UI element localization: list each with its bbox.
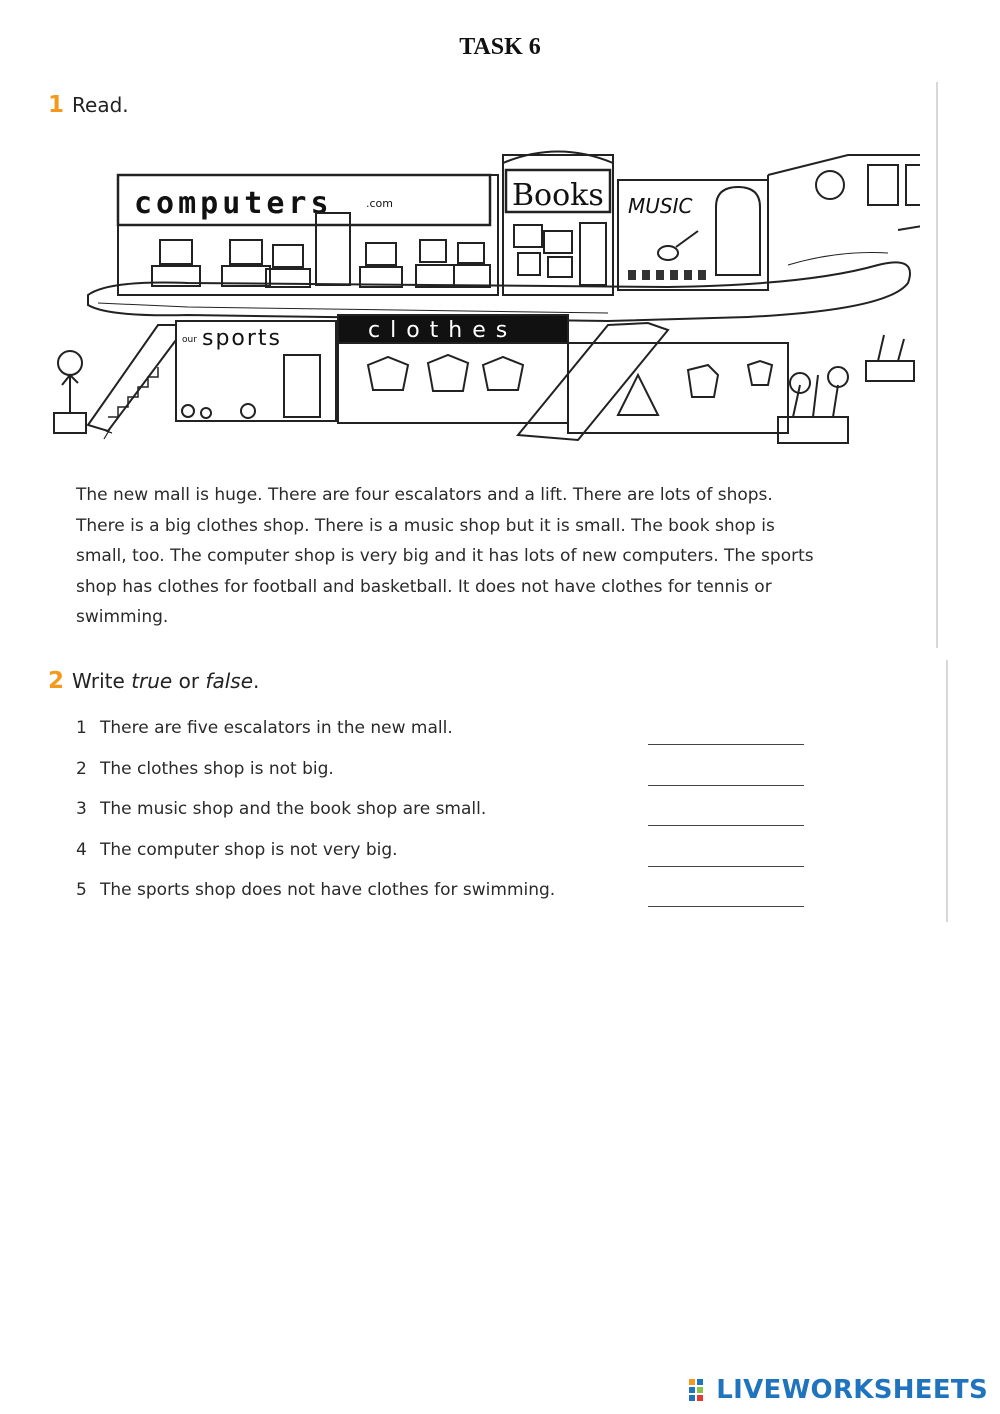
section-1-heading (48, 92, 129, 118)
question-number: 5 (76, 880, 87, 901)
question-text: The computer shop is not very big. (100, 839, 398, 860)
question-item (76, 874, 806, 915)
escalator-left (88, 325, 176, 431)
brand-footer[interactable] (688, 1374, 988, 1406)
book-shop-roof (503, 152, 613, 164)
answer-input-5[interactable] (648, 884, 804, 907)
question-item (76, 834, 806, 875)
mall-illustration (48, 135, 920, 455)
page-title: TASK 6 (459, 34, 541, 60)
question-number: 4 (76, 839, 87, 860)
sports-shop-door (284, 355, 320, 417)
true-false-list (76, 712, 806, 915)
reading-line: small, too. The computer shop is very big and it has lots of new computers. The sports (76, 546, 814, 566)
computer-shop-sign-suffix: .com (366, 197, 393, 210)
section-2-heading (48, 668, 259, 694)
question-text: The clothes shop is not big. (100, 758, 334, 779)
plate-icon (816, 171, 844, 199)
reading-line: swimming. (76, 607, 169, 627)
answer-input-2[interactable] (648, 763, 804, 786)
clothes-display (368, 355, 523, 391)
reading-passage (76, 480, 926, 633)
book-shop-sign-text: Books (512, 178, 604, 213)
music-shop-sign-text: MUSIC (628, 194, 693, 218)
computer-shop-sign-text: computers (134, 186, 333, 221)
reading-line: There is a big clothes shop. There is a music shop but it is small. The book shop is (76, 515, 775, 536)
sports-shop-sign-text: sports (202, 326, 283, 351)
clothes-shop-sign-text: clothes (368, 318, 518, 343)
question-text: The music shop and the book shop are small. (100, 799, 487, 820)
answer-input-4[interactable] (648, 844, 804, 867)
question-number: 1 (76, 718, 87, 738)
reading-line: The new mall is huge. There are four escalators and a lift. There are lots of shops. (76, 485, 773, 505)
guitar-neck (676, 231, 698, 247)
question-text: The sports shop does not have clothes for swimming. (100, 880, 556, 901)
book-shop-door (580, 223, 606, 285)
page-edge-line (946, 660, 948, 922)
section-1-number: 1 (48, 92, 65, 118)
brand-text: LIVEWORKSHEETS (716, 1375, 988, 1405)
computer-desks (152, 240, 490, 287)
section-2-label: Write true or false. (72, 669, 260, 693)
guitar-icon (658, 246, 678, 260)
liveworksheets-logo-icon (688, 1378, 712, 1402)
plant-left (54, 351, 86, 433)
section-2-number: 2 (48, 668, 65, 694)
question-text: There are five escalators in the new mall. (100, 718, 453, 738)
music-shop-door (716, 187, 760, 275)
question-item (76, 712, 806, 753)
question-item (76, 753, 806, 794)
question-number: 2 (76, 758, 87, 779)
sports-shop-sign-prefix: our (182, 335, 197, 345)
answer-input-3[interactable] (648, 803, 804, 826)
page-edge-line (936, 82, 938, 648)
question-number: 3 (76, 799, 87, 820)
boutique (568, 343, 788, 433)
answer-input-1[interactable] (648, 722, 804, 745)
section-1-label: Read. (72, 93, 129, 117)
question-item (76, 793, 806, 834)
plant-far-right (866, 335, 914, 381)
reading-line: shop has clothes for football and basketball. It does not have clothes for tennis or (76, 576, 772, 597)
